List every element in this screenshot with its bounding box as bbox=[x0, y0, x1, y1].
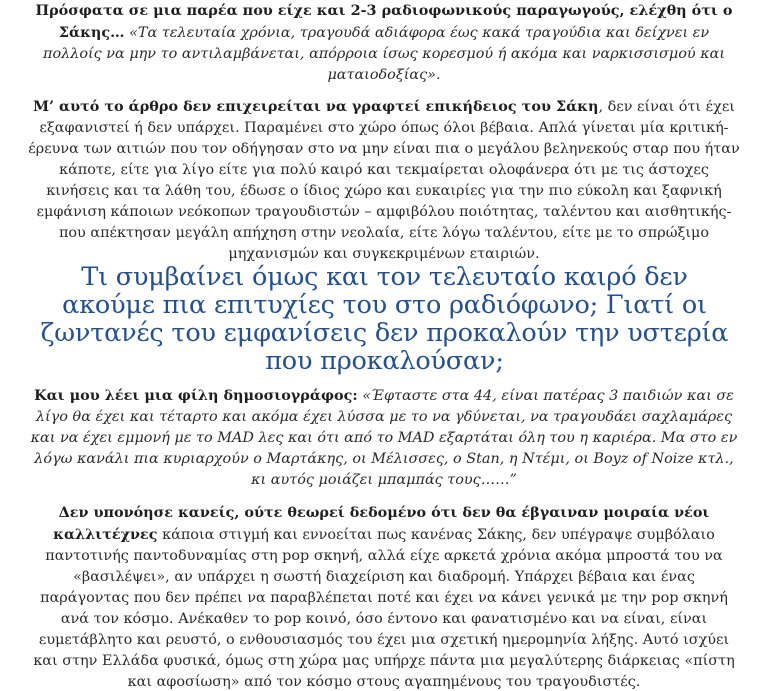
paragraph-purpose-lead: Μ’ αυτό το άρθρο δεν επιχειρείται να γραφτεί επικήδειος του Σάκη bbox=[33, 98, 599, 115]
paragraph-journalist-lead: Και μου λέει μια φίλη δημοσιογράφος: bbox=[34, 387, 358, 404]
paragraph-intro-quote: «Τα τελευταία χρόνια, τραγουδά αδιάφορα έως κακά τραγούδια και δείχνει εν πολλοίς να μην το αντιλαμβάνεται, απόρροια ίσως κορεσμού ή ακόμα και ναρκισσισμού και ματαιοδοξίας». bbox=[42, 25, 725, 83]
paragraph-purpose bbox=[28, 96, 740, 265]
paragraph-pop-scene-lead: Δεν υπονόησε κανείς, ούτε θεωρεί δεδομένο ότι δεν θα έβγαιναν μοιραία νέοι καλλιτέχνες bbox=[53, 504, 710, 543]
paragraph-purpose-text: , δεν είναι ότι έχει εξαφανιστεί ή δεν υπάρχει. Παραμένει στο χώρο όπως όλοι βέβαια. Απλά γίνεται μία κριτική- έρευνα των αιτιών που τον οδήγησαν στο να μην είναι πια ο μεγάλου βεληνεκούς σταρ που ήταν κάποτε, είτε για λίγο είτε για πολύ καιρό και τεκμαίρεται ολοφάνερα ότι με τις άστοχες κινήσεις και τα λάθη του, έδωσε ο ίδιος χώρο και ευκαιρίες για την πιο εύκολη και ξαφνική εμφάνιση κάποιων νεόκοπων τραγουδιστών – αμφιβόλου ποιότητας, ταλέντου και αισθητικής- που απέκτησαν μεγάλη απήχηση στην νεολαία, είτε λόγω ταλέντου, είτε με το σπρώξιμο μηχανισμών και συγκεκριμένων εταιριών. bbox=[28, 99, 740, 262]
paragraph-pop-scene-text: κάποια στιγμή και εννοείται πως κανένας Σάκης, δεν υπέγραψε συμβόλαιο παντοτινής παντοδυναμίας στη pop σκηνή, αλλά είχε αρκετά χρόνια ακόμα μπροστά του να «βασιλέψει», αν υπάρχει η σωστή διαχείριση και διαδρομή. Υπάρχει βέβαια και ένας παράγοντας που δεν πρέπει να παραβλέπεται ποτέ και έχει να κάνει γενικά με την pop σκηνή ανά τον κόσμο. Ανέκαθεν το pop κοινό, όσο έντονο και φανατισμένο και να είναι, είναι ευμετάβλητο και ρευστό, ο ενθουσιασμός του έχει μια σχετική ημερομηνία λήξης. Αυτό ισχύει και στην Ελλάδα φυσικά, όμως στη χώρα μας υπήρχε πάντα μια μεγαλύτερης διάρκειας «πίστη και αφοσίωση» από τον κόσμο στους αγαπημένους του τραγουδιστές. bbox=[33, 527, 735, 690]
pull-quote: Τι συμβαίνει όμως και τον τελευταίο καιρό δεν ακούμε πια επιτυχίες του στο ραδιόφωνο; Γιατί οι ζωντανές του εμφανίσεις δεν προκαλούν την υστερία που προκαλούσαν; bbox=[40, 262, 729, 376]
paragraph-journalist-quote: «Έφταστε στα 44, είναι πατέρας 3 παιδιών και σε λίγο θα έχει και τέταρτο και ακόμα έχει λύσσα με το να γδύνεται, να τραγουδάει σαχλαμάρες και να έχει εμμονή με το MAD λες και ότι από το MAD εξαρτάται όλη του η καριέρα. Μα στο εν λόγω κανάλι πια κυριαρχούν ο Μαρτάκης, οι Μέλισσες, ο Stan, η Ντέμι, οι Boyz of Noize κτλ., κι αυτός μοιάζει μπαμπάς τους……” bbox=[30, 388, 738, 488]
paragraph-intro bbox=[28, 0, 740, 86]
paragraph-pop-scene bbox=[28, 502, 740, 691]
paragraph-intro-lead: Πρόσφατα σε μια παρέα που είχε και 2-3 ραδιοφωνικούς παραγωγούς, ελέχθη ότι ο Σάκης… bbox=[35, 2, 733, 41]
paragraph-journalist bbox=[28, 385, 740, 491]
